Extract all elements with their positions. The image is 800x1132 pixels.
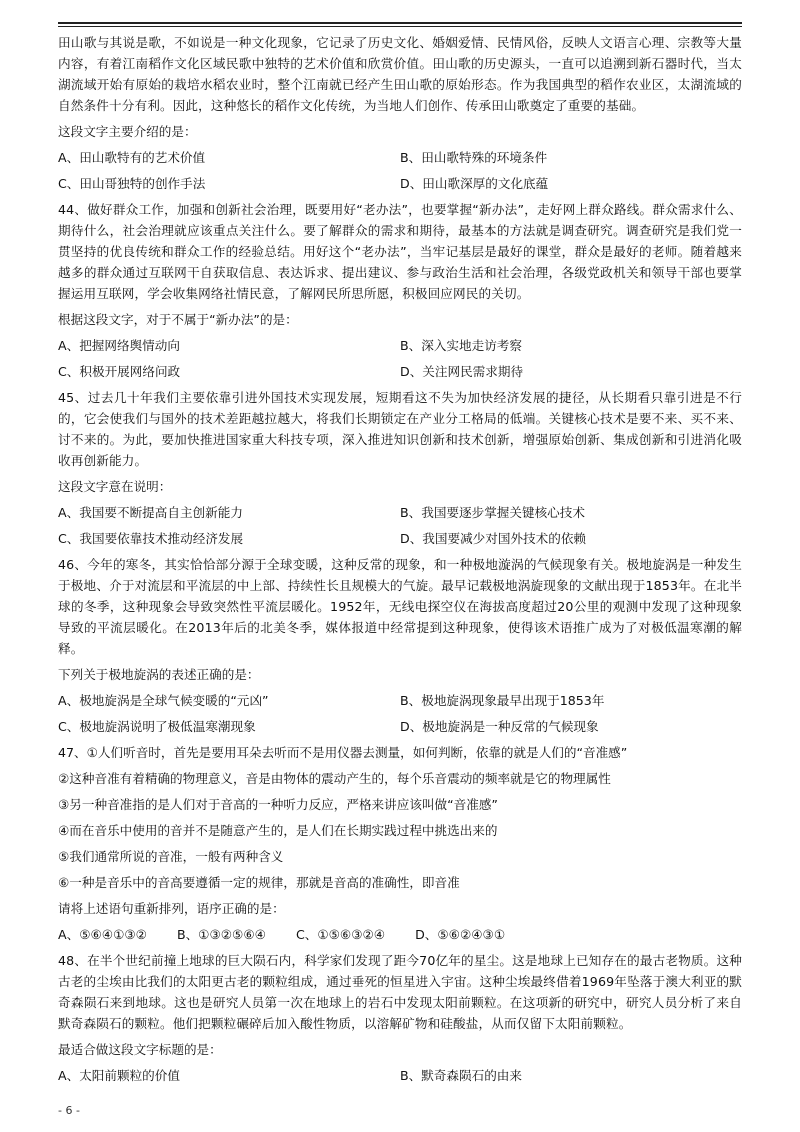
options-row <box>58 502 742 523</box>
option-c: C、田山哥独特的创作手法 <box>58 176 206 191</box>
option-a: A、我国要不断提高自主创新能力 <box>58 505 243 520</box>
question-44-stem: 根据这段文字，对于不属于“新办法”的是： <box>58 312 298 327</box>
question-46-passage: 46、今年的寒冬，其实恰恰部分源于全球变暖，这种反常的现象，和一种极地漩涡的气候现象有关。极地旋涡是一种发生于极地、介于对流层和平流层的中上部、持续性长且规模大的气旋。最早记载极地涡旋现象的文献出现于1853年。在北半球的冬季，这种现象会导致突然性平流层暖化。1952年，无线电探空仪在海拔高度超过20公里的观测中发现了这种现象导致的平流层暖化。在2013年后的北美冬季，媒体报道中经常提到这种现象，使得该术语推广成为了对极低温寒潮的解释。 <box>58 557 742 656</box>
option-c: C、我国要依靠技术推动经济发展 <box>58 531 244 546</box>
option-c: C、极地旋涡说明了极低温寒潮现象 <box>58 719 256 734</box>
sentence-3: ③另一种音准指的是人们对于音高的一种听力反应，严格来讲应该叫做“音准感” <box>58 797 498 812</box>
option-a: A、极地旋涡是全球气候变暖的“元凶” <box>58 693 269 708</box>
option-c: C、积极开展网络问政 <box>58 364 181 379</box>
option-d: D、极地旋涡是一种反常的气候现象 <box>400 719 599 734</box>
options-row <box>58 147 742 168</box>
options-row <box>58 716 742 737</box>
sentence-1: 47、①人们听音时，首先是要用耳朵去听而不是用仪器去测量，如何判断，依靠的就是人们的“音准感” <box>58 745 628 760</box>
options-row <box>58 335 742 356</box>
option-b: B、我国要逐步掌握关键核心技术 <box>400 505 585 520</box>
header-rule <box>58 22 742 24</box>
question-48-passage: 48、在半个世纪前撞上地球的巨大陨石内，科学家们发现了距今70亿年的星尘。这是地球上已知存在的最古老物质。这种古老的尘埃由比我们的太阳更古老的颗粒组成，通过垂死的恒星进入宇宙。这种尘埃最终借着1969年坠落于澳大利亚的默奇森陨石来到地球。这也是研究人员第一次在地球上的岩石中发现太阳前颗粒。在这项新的研究中，研究人员分析了来自默奇森陨石的颗粒。他们把颗粒碾碎后加入酸性物质，以溶解矿物和硅酸盐，从而仅留下太阳前颗粒。 <box>58 953 742 1031</box>
option-d: D、田山歌深厚的文化底蕴 <box>400 176 549 191</box>
options-row <box>58 690 742 711</box>
option-d: D、我国要减少对国外技术的依赖 <box>400 531 587 546</box>
sentence-6: ⑥一种是音乐中的音高要遵循一定的规律，那就是音高的准确性，即音准 <box>58 875 460 890</box>
option-c: C、①⑤⑥③②④ <box>295 927 386 942</box>
page-number: - 6 - <box>58 1104 80 1117</box>
option-b: B、田山歌特殊的环境条件 <box>400 150 548 165</box>
options-row <box>58 924 742 945</box>
sentence-4: ④而在音乐中使用的音并不是随意产生的，是人们在长期实践过程中挑选出来的 <box>58 823 498 838</box>
options-row <box>58 361 742 382</box>
option-a: A、⑤⑥④①③② <box>58 927 147 942</box>
question-stem: 这段文字主要介绍的是： <box>58 124 197 139</box>
option-a: A、把握网络舆情动向 <box>58 338 180 353</box>
question-48-stem: 最适合做这段文字标题的是： <box>58 1042 222 1057</box>
option-b: B、默奇森陨石的由来 <box>400 1068 522 1083</box>
options-row <box>58 528 742 549</box>
option-a: A、田山歌特有的艺术价值 <box>58 150 206 165</box>
option-a: A、太阳前颗粒的价值 <box>58 1068 180 1083</box>
option-b: B、①③②⑤⑥④ <box>176 927 266 942</box>
question-44-passage: 44、做好群众工作，加强和创新社会治理，既要用好“老办法”，也要掌握“新办法”，走好网上群众路线。群众需求什么、期待什么，社会治理就应该重点关注什么。要了解群众的需求和期待，最基本的方法就是调查研究。调查研究是我们党一贯坚持的优良传统和群众工作的经验总结。用好这个“老办法”，当牢记基层是最好的课堂，群众是最好的老师。随着越来越多的群众通过互联网干自获取信息、表达诉求、提出建议、参与政治生活和社会治理，各级党政机关和领导干部也要掌握运用互联网，学会收集网络社情民意，了解网民所思所愿，积极回应网民的关切。 <box>58 202 742 301</box>
option-b: B、极地旋涡现象最早出现于1853年 <box>400 693 605 708</box>
document-body <box>58 32 742 1091</box>
sentence-5: ⑤我们通常所说的音准，一般有两种含义 <box>58 849 284 864</box>
option-b: B、深入实地走访考察 <box>400 338 522 353</box>
question-45-stem: 这段文字意在说明： <box>58 479 172 494</box>
passage-tianshange: 田山歌与其说是歌，不如说是一种文化现象，它记录了历史文化、婚姻爱情、民情风俗，反映人文语言心理、宗教等大量内容，有着江南稻作文化区域民歌中独特的艺术价值和欣赏价值。田山歌的历史源头，一直可以追溯到新石器时代，当太湖流域开始有原始的栽培水稻农业时，整个江南就已经产生田山歌的原始形态。作为我国典型的稻作农业区，太湖流域的自然条件十分有利。因此，这种悠长的稻作文化传统，为当地人们创作、传承田山歌奠定了重要的基础。 <box>58 35 742 113</box>
option-d: D、关注网民需求期待 <box>400 364 524 379</box>
header-rule-thin <box>58 26 742 27</box>
question-47-stem: 请将上述语句重新排列，语序正确的是： <box>58 901 285 916</box>
options-row <box>58 173 742 194</box>
option-d: D、⑤⑥②④③① <box>415 927 506 942</box>
question-46-stem: 下列关于极地旋涡的表述正确的是： <box>58 667 260 682</box>
question-45-passage: 45、过去几十年我们主要依靠引进外国技术实现发展，短期看这不失为加快经济发展的捷径，从长期看只靠引进是不行的，它会使我们与国外的技术差距越拉越大，将我们长期锁定在产业分工格局的低端。关键核心技术是要不来、买不来、讨不来的。为此，要加快推进国家重大科技专项，深入推进知识创新和技术创新，增强原始创新、集成创新和引进消化吸收再创新能力。 <box>58 390 742 468</box>
options-row <box>58 1065 742 1086</box>
sentence-2: ②这种音准有着精确的物理意义，音是由物体的震动产生的，每个乐音震动的频率就是它的物理属性 <box>58 771 611 786</box>
